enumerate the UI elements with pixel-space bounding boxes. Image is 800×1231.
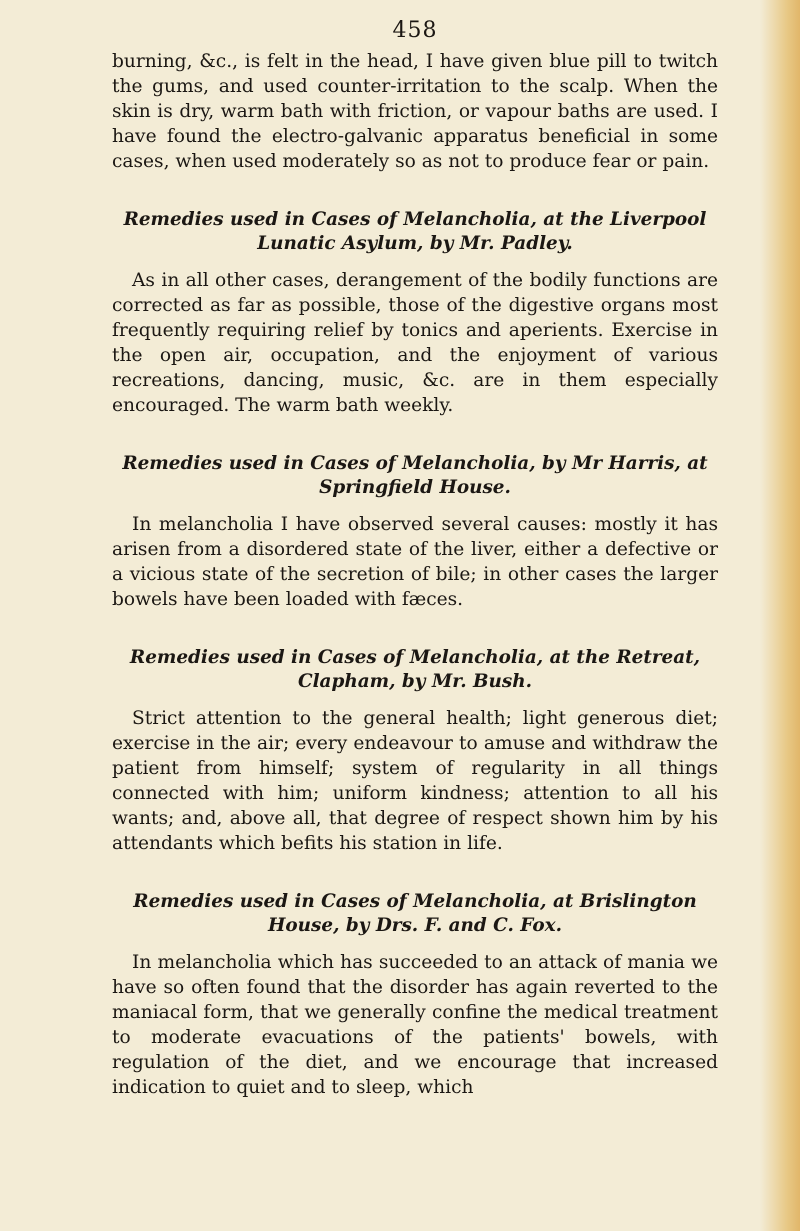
page-edge-shading (760, 0, 800, 1231)
section-paragraph: As in all other cases, derangement of the bodily functions are corrected as far as possible, those of the digestive organs most frequently requiring relief by tonics and aperients. Exercise in the open air, occupation, and the enjoyment of various recreations, dancing, music, &c. are in them especially encouraged. The warm bath weekly. (112, 270, 718, 416)
section-heading: Remedies used in Cases of Melancholia, by Mr Harris, at Springfield House. (122, 453, 708, 498)
section-paragraph: Strict attention to the general health; light generous diet; exercise in the air; every endeavour to amuse and withdraw the patient from himself; system of regularity in all things connected with him; uniform kindness; attention to all his wants; and, above all, that degree of respect shown him by his attendants which befits his station in life. (112, 708, 718, 854)
section-paragraph: In melancholia which has succeeded to an attack of mania we have so often found that the disorder has again reverted to the maniacal form, that we generally confine the medical treatment to moderate evacuations of the patients' bowels, with regulation of the diet, and we encourage that increased indication to quiet and to sleep, which (112, 952, 718, 1098)
section-heading: Remedies used in Cases of Melancholia, at the Retreat, Clapham, by Mr. Bush. (129, 647, 701, 692)
page-number: 458 (392, 18, 438, 43)
section-heading: Remedies used in Cases of Melancholia, at Brislington House, by Drs. F. and C. Fox. (133, 891, 697, 936)
section-springfield (112, 452, 718, 612)
book-page (112, 18, 718, 1100)
section-heading: Remedies used in Cases of Melancholia, at the Liverpool Lunatic Asylum, by Mr. Padley. (123, 209, 707, 254)
section-retreat-clapham (112, 646, 718, 856)
section-paragraph: In melancholia I have observed several causes: mostly it has arisen from a disordered state of the liver, either a defective or a vicious state of the secretion of bile; in other cases the larger bowels have been loaded with fæces. (112, 514, 718, 610)
intro-paragraph: burning, &c., is felt in the head, I have given blue pill to twitch the gums, and used counter-irritation to the scalp. When the skin is dry, warm bath with friction, or vapour baths are used. I have found the electro-galvanic apparatus beneficial in some cases, when used moderately so as not to produce fear or pain. (112, 51, 718, 172)
section-brislington (112, 890, 718, 1100)
section-liverpool (112, 208, 718, 418)
